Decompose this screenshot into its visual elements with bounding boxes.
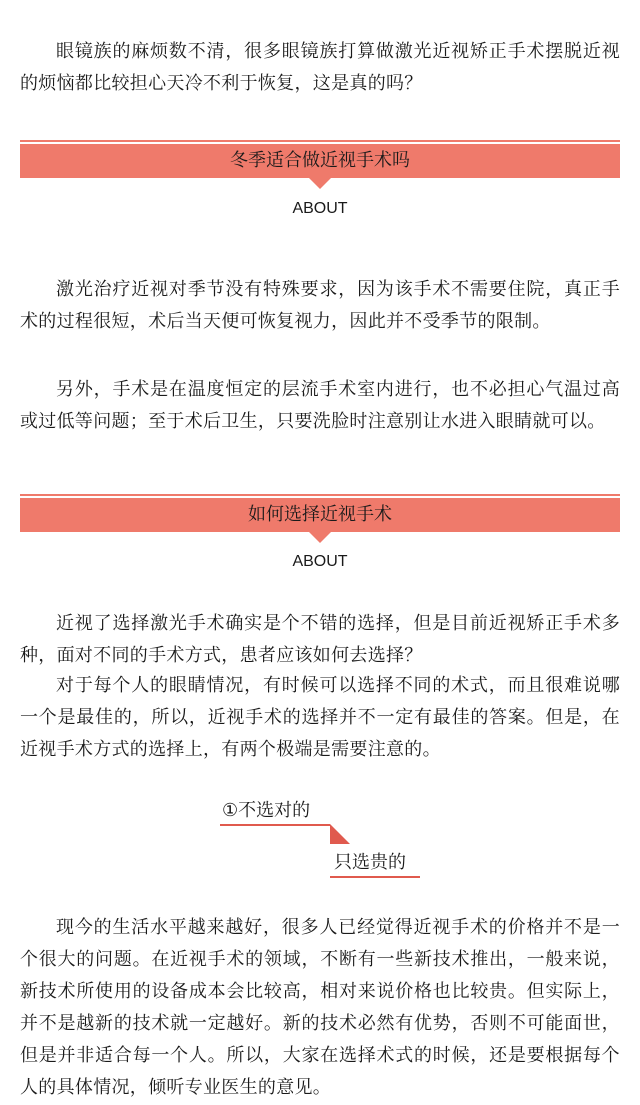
section-title: 如何选择近视手术 xyxy=(20,498,620,532)
banner-top-line xyxy=(20,494,620,496)
subheading-triangle xyxy=(330,824,350,844)
subheading-line-2: 只选贵的 xyxy=(334,852,406,873)
section1-paragraph-1: 激光治疗近视对季节没有特殊要求，因为该手术不需要住院，真正手术的过程很短，术后当天便可恢复视力，因此并不受季节的限制。 xyxy=(20,279,620,332)
section-title: 冬季适合做近视手术吗 xyxy=(20,144,620,178)
section-banner-choice xyxy=(20,494,620,543)
banner-top-line xyxy=(20,140,620,142)
intro-paragraph: 眼镜族的麻烦数不清，很多眼镜族打算做激光近视矫正手术摆脱近视的烦恼都比较担心天冷不利于恢复，这是真的吗？ xyxy=(20,41,620,94)
section2-paragraph-1: 近视了选择激光手术确实是个不错的选择，但是目前近视矫正手术多种，面对不同的手术方式，患者应该如何去选择？ xyxy=(20,613,620,666)
subheading-line-1: ①不选对的 xyxy=(222,800,311,821)
section-banner-winter xyxy=(20,140,620,189)
subheading-underline-1 xyxy=(220,824,330,826)
section2-paragraph-2: 对于每个人的眼睛情况，有时候可以选择不同的术式，而且很难说哪一个是最佳的，所以，近视手术的选择并不一定有最佳的答案。但是，在近视手术方式的选择上，有两个极端是需要注意的。 xyxy=(20,675,620,760)
banner-notch xyxy=(309,178,331,189)
banner-notch xyxy=(309,532,331,543)
section1-paragraph-2: 另外，手术是在温度恒定的层流手术室内进行，也不必担心气温过高或过低等问题；至于术后卫生，只要洗脸时注意别让水进入眼睛就可以。 xyxy=(20,379,620,432)
closing-paragraph: 现今的生活水平越来越好，很多人已经觉得近视手术的价格并不是一个很大的问题。在近视手术的领域，不断有一些新技术推出，一般来说，新技术所使用的设备成本会比较高，相对来说价格也比较贵。但实际上，并不是越新的技术就一定越好。新的技术必然有优势，否则不可能面世， 但是并非适合每一个人。所以，大家在选择术式的时候，还是要根据每个人的具体情况，倾听专业医生的意见。 xyxy=(20,917,620,1098)
about-label: ABOUT xyxy=(292,200,348,217)
subheading-underline-2 xyxy=(330,876,420,878)
about-label: ABOUT xyxy=(292,553,348,570)
